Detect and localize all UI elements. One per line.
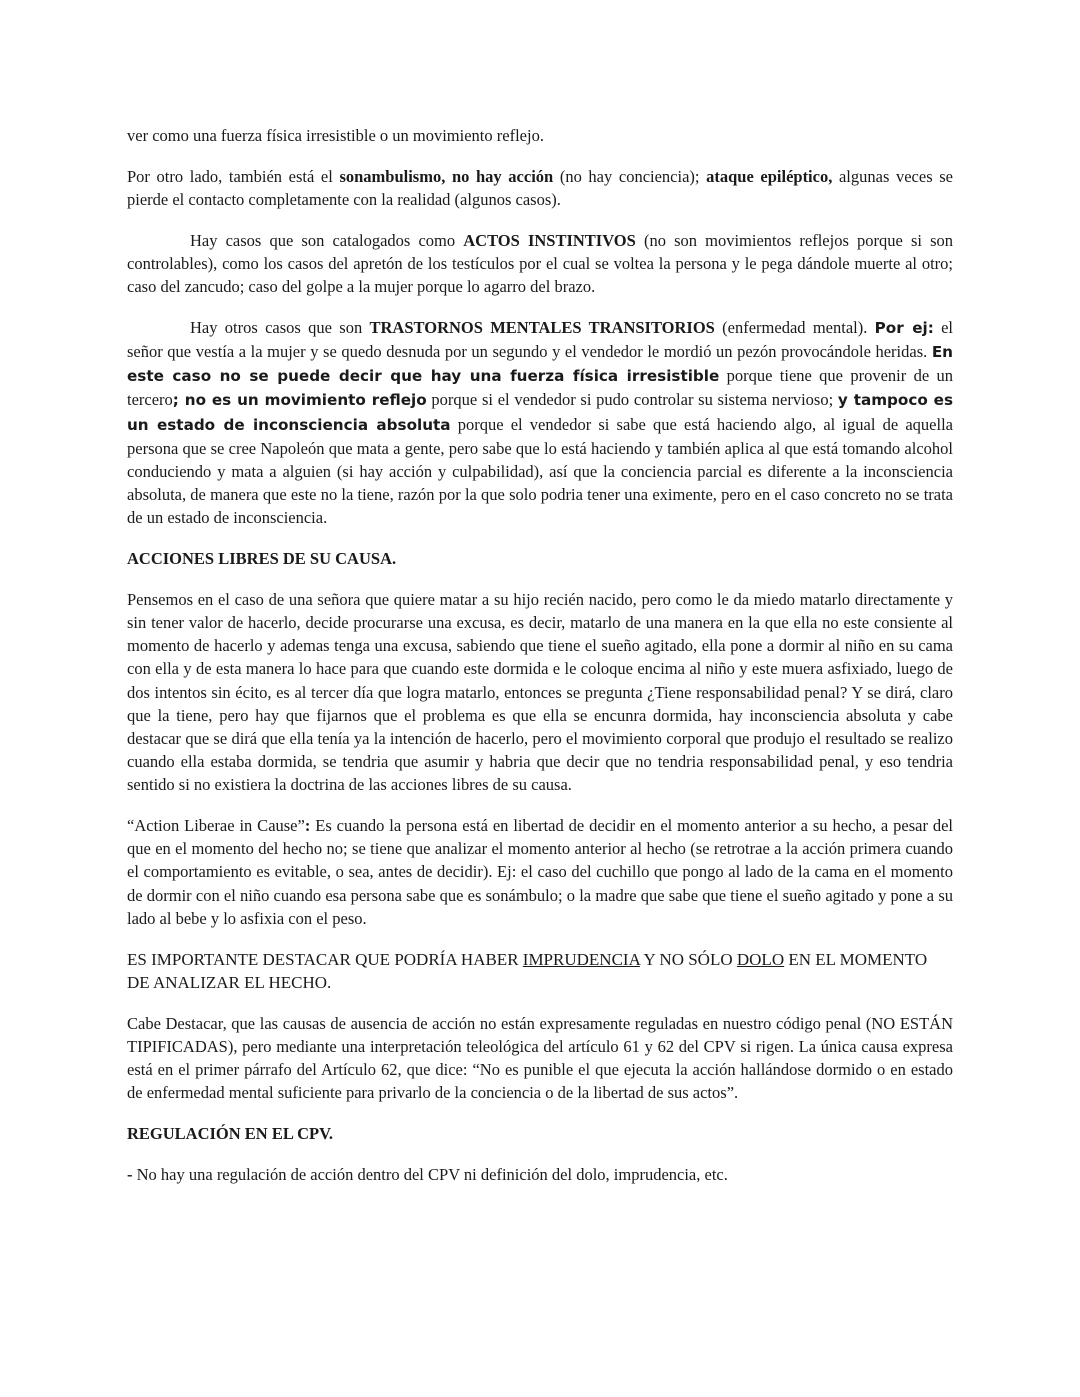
paragraph-caso-senora [127, 588, 953, 797]
text-run: ver como una fuerza física irresistible o un movimiento reflejo. [127, 126, 544, 145]
text-run: Es cuando la persona está en libertad de decidir en el momento anterior a su hecho, a pesar del que en el momento del hecho no; se tiene que analizar el momento anterior al hecho (se retrotrae a la acción primera cuando el comportamiento es evitable, o sea, antes de decidir). Ej: el caso del cuchillo que pongo al lado de la cama en el momento de dormir con el niño cuando esa persona sabe que es sonámbulo; o la madre que sabe que tiene el sueño agitado y pone a su lado al bebe y lo asfixia con el peso. [127, 816, 954, 928]
paragraph-trastornos-mentales [127, 316, 953, 530]
heading-acciones-libres: ACCIONES LIBRES DE SU CAUSA. [127, 549, 397, 569]
text-run: EN EL MOMENTO DE ANALIZAR EL HECHO. [127, 949, 928, 992]
paragraph-importante [127, 948, 953, 994]
text-run: porque el vendedor si sabe que está haciendo algo, al igual de aquella persona que se cree Napoleón que mata a gente, pero sabe que lo está haciendo y también aplica al que está tomando alcohol conduciendo y mata a alguien (si hay acción y culpabilidad), así que la conciencia parcial es diferente a la inconsciencia absoluta, de manera que este no la tiene, razón por la que solo podria tener una eximente, pero en el caso concreto no se trata de un estado de inconsciencia. [127, 414, 953, 528]
text-run: Cabe Destacar, que las causas de ausencia de acción no están expresamente reguladas en nuestro código penal (NO ESTÁN TIPIFICADAS), pero mediante una interpretación teleológica del artículo 61 y 62 del CPV si rigen. La única causa expresa está en el primer párrafo del Artículo 62, que dice: “No es punible el que ejecuta la acción hallándose dormido o en estado de enfermedad mental suficiente para privarlo de la conciencia o de la libertad de sus actos”. [127, 1013, 953, 1103]
text-run: porque tiene que provenir de un tercero [127, 366, 953, 410]
bold-text: : [304, 816, 311, 836]
bold-text: ; no es un movimiento reflejo [172, 391, 427, 410]
bold-text: En este caso no se puede decir que hay una fuerza física irresistible [127, 342, 953, 386]
bold-text: ataque epiléptico, [706, 166, 833, 186]
underlined-text: IMPRUDENCIA [522, 949, 640, 969]
bold-text: TRASTORNOS MENTALES TRANSITORIOS [369, 317, 715, 337]
bold-text: y tampoco es un estado de inconsciencia absoluta [127, 391, 953, 434]
text-run: ES IMPORTANTE DESTACAR QUE PODRÍA HABER [127, 949, 523, 969]
paragraph-reflejo [127, 124, 953, 147]
paragraph-cabe-destacar [127, 1012, 953, 1105]
bold-text: ACTOS INSTINTIVOS [463, 230, 636, 250]
text-run: Pensemos en el caso de una señora que quiere matar a su hijo recién nacido, pero como le da miedo matarlo directamente y sin tener valor de hacerlo, decide procurarse una excusa, es decir, matarlo de una manera en la que ella no este consiente al momento de hacerlo y ademas tenga una excusa, sabiendo que tiene el sueño agitado, ella pone a dormir al niño en su cama con ella y de esta manera lo hace para que cuando este dormida e le coloque encima al niño y este muera asfixiado, luego de dos intentos sin écito, es al tercer día que logra matarlo, entonces se pregunta ¿Tiene responsabilidad penal? Y se dirá, claro que la tiene, pero hay que fijarnos que el problema es que ella se encunra dormida, hay inconsciencia absoluta y cabe destacar que se dirá que ella tenía ya la intención de hacerlo, pero el movimiento corporal que produjo el resultado se realizo cuando ella estaba dormida, se tendria que asumir y habria que decir que no tendria responsabilidad penal, y eso tendria sentido si no existiera la doctrina de las acciones libres de su causa. [127, 589, 953, 795]
paragraph-action-liberae [127, 814, 953, 930]
heading-regulacion: REGULACIÓN EN EL CPV. [127, 1123, 333, 1143]
paragraph-sonambulismo [127, 165, 953, 211]
text-run: porque si el vendedor si pudo controlar su sistema nervioso; [426, 390, 838, 410]
underlined-text: DOLO [736, 949, 785, 969]
text-run: (no son movimientos reflejos porque si son controlables), como los casos del apretón de los testículos por el cual se voltea la persona y le pega dándole muerte al otro; caso del zancudo; caso del golpe a la mujer porque lo agarro del brazo. [127, 230, 953, 297]
paragraph-no-regulacion [127, 1163, 953, 1186]
text-run: el señor que vestía a la mujer y se quedo desnuda por un segundo y el vendedor le mordió un pezón provocándole heridas. [127, 317, 953, 361]
bullet-dash: - [127, 1164, 133, 1184]
text-run: algunas veces se pierde el contacto completamente con la realidad (algunos casos). [127, 166, 953, 209]
text-run: (enfermedad mental). [714, 317, 875, 337]
text-run: No hay una regulación de acción dentro del CPV ni definición del dolo, imprudencia, etc. [132, 1164, 728, 1184]
text-run: Hay casos que son catalogados como [190, 230, 464, 250]
text-run: Y NO SÓLO [639, 949, 737, 969]
text-run: “Action Liberae in Cause” [127, 816, 305, 836]
paragraph-actos-instintivos [127, 229, 953, 299]
document-page [127, 124, 953, 1203]
bold-text: sonambulismo, no hay acción [339, 166, 554, 186]
text-run: (no hay conciencia); [553, 166, 707, 186]
text-run: Hay otros casos que son [190, 317, 370, 337]
bold-text: Por ej: [874, 318, 934, 337]
text-run: Por otro lado, también está el [127, 166, 340, 186]
